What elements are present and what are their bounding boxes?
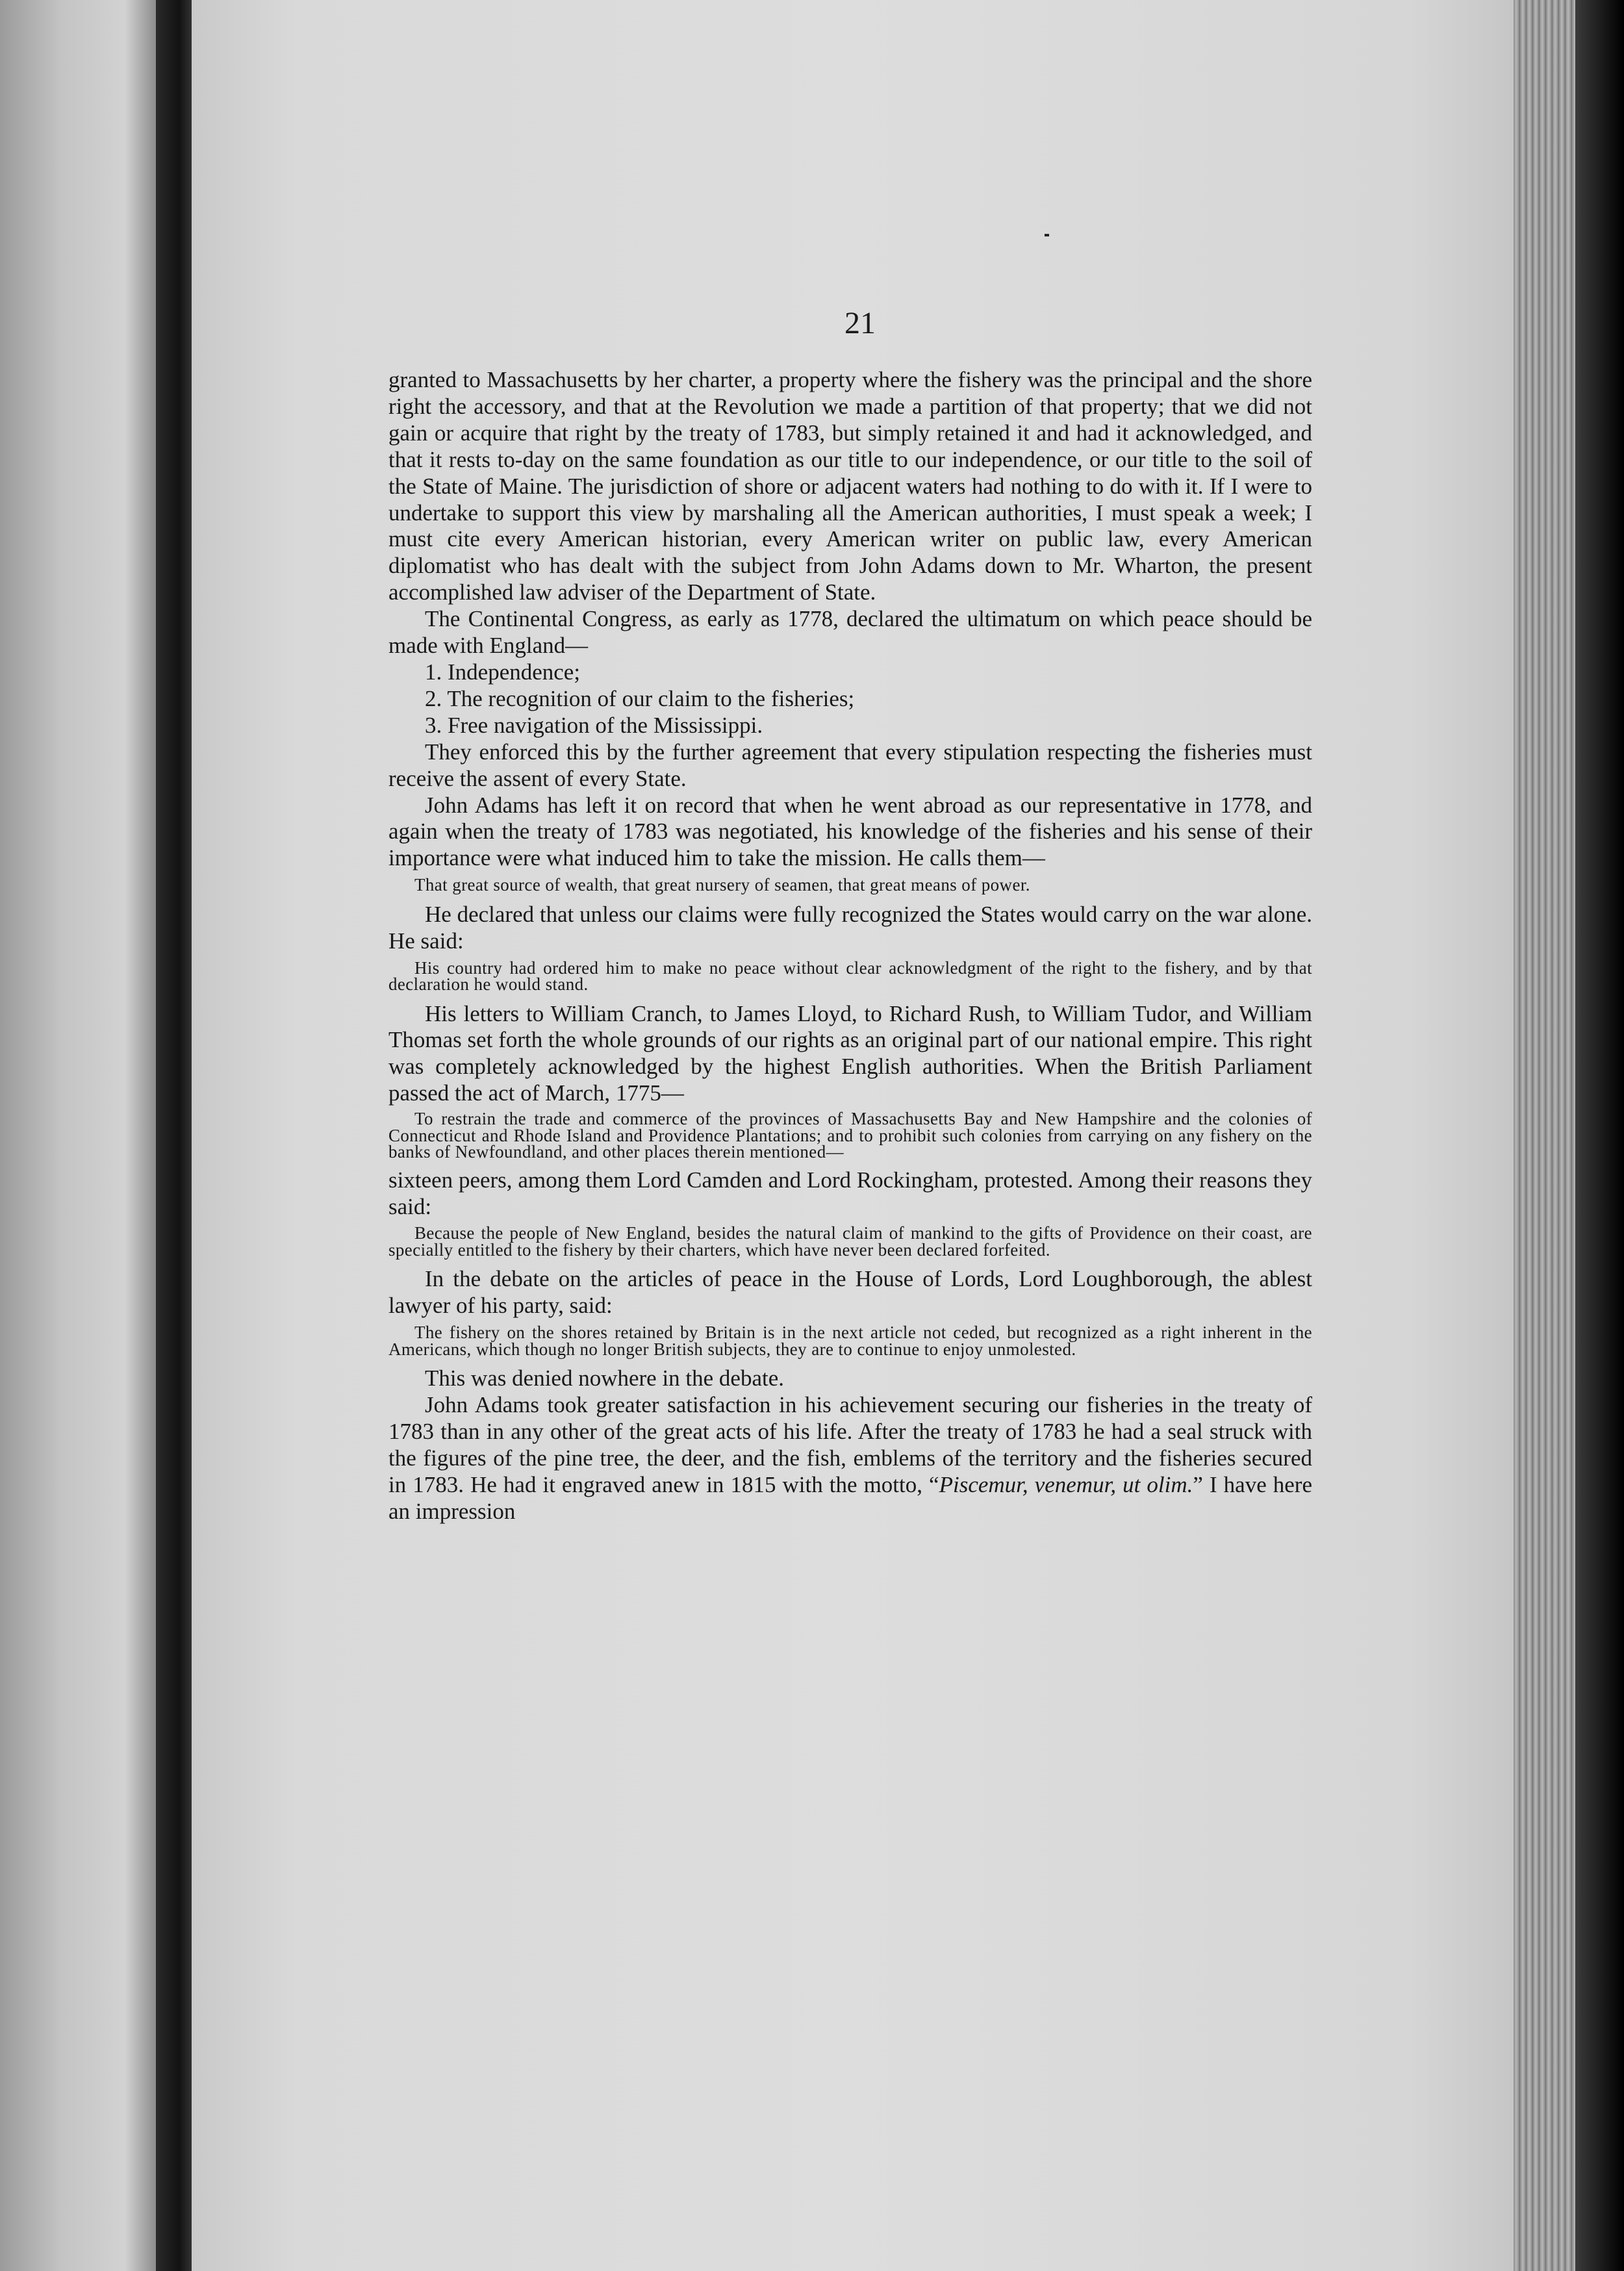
list-item-fisheries: 2. The recognition of our claim to the fisheries; xyxy=(425,685,855,711)
paragraph-continental-congress: The Continental Congress, as early as 1778, declared the ultimatum on which peace should be made with England— xyxy=(388,606,1312,659)
page-edges xyxy=(1514,0,1575,2271)
page-edges-shadow xyxy=(1575,0,1624,2271)
paragraph-john-adams-mission: John Adams has left it on record that when he went abroad as our representative in 1778, and again when the treaty of 1783 was negotiated, his knowledge of the fisheries and his sense of their importance were what induced him to take the mission. He calls them— xyxy=(388,792,1312,871)
list-item-independence: 1. Independence; xyxy=(425,659,581,685)
page-number: 21 xyxy=(844,306,876,340)
ink-speck xyxy=(1045,234,1049,236)
quote-act-of-march-1775: To restrain the trade and commerce of the provinces of Massachusetts Bay and New Hampshire and the colonies of Connecticut and Rhode Island and Providence Plantations; and to prohibit such colonies from carrying on any fishery on the banks of Newfoundland, and other places therein mentioned— xyxy=(388,1109,1312,1162)
latin-motto: Piscemur, venemur, ut olim. xyxy=(939,1471,1193,1497)
paragraph-war-alone: He declared that unless our claims were fully recognized the States would carry on the war alone. He said: xyxy=(388,901,1312,954)
paragraph-sixteen-peers: sixteen peers, among them Lord Camden and Lord Rockingham, protested. Among their reasons they said: xyxy=(388,1167,1312,1219)
facing-page-edge xyxy=(0,0,156,2271)
paragraph-denied-nowhere: This was denied nowhere in the debate. xyxy=(425,1365,785,1391)
quote-fishery-on-shores: The fishery on the shores retained by Britain is in the next article not ceded, but recognized as a right inherent in the Americans, which though no longer British subjects, they are to continue to enjoy unmolested. xyxy=(388,1323,1312,1359)
quote-people-of-new-england: Because the people of New England, besides the natural claim of mankind to the gifts of Providence on their coast, are specially entitled to the fishery by their charters, which have never been declared forfeited. xyxy=(388,1223,1312,1260)
list-item-mississippi: 3. Free navigation of the Mississippi. xyxy=(425,712,763,738)
seal-text-end: ” I have here an impression xyxy=(388,1471,1312,1524)
seal-text-start: John Adams took greater satisfaction in his achievement securing our fisheries in the treaty of 1783 than in any other of the great acts of his life. After the treaty of 1783 he had a seal struck with the figures of the pine tree, the deer, and the fish, emblems of the territory and the fisheries secured in 1783. He had it engraved anew in 1815 with the motto, “ xyxy=(388,1392,1312,1497)
quote-great-source-of-wealth: That great source of wealth, that great nursery of seamen, that great means of power. xyxy=(414,875,1030,895)
paragraph-debate-house-of-lords: In the debate on the articles of peace in the House of Lords, Lord Loughborough, the ablest lawyer of his party, said: xyxy=(388,1266,1312,1319)
quote-country-ordered: His country had ordered him to make no peace without clear acknowledgment of the right to the fishery, and by that declaration he would stand. xyxy=(388,958,1312,995)
book-gutter xyxy=(156,0,195,2271)
paragraph-continued: granted to Massachusetts by her charter, a property where the fishery was the principal and the shore right the accessory, and that at the Revolution we made a partition of that property; that we did not gain or acquire that right by the treaty of 1783, but simply retained it and had it acknowledged, and that it rests to-day on the same foundation as our title to our independence, or our title to the soil of the State of Maine. The jurisdiction of shore or adjacent waters had nothing to do with it. If I were to undertake to support this view by marshaling all the American authorities, I must speak a week; I must cite every American historian, every American writer on public law, every American diplomatist who has dealt with the subject from John Adams down to Mr. Wharton, the present accomplished law adviser of the Department of State. xyxy=(388,367,1312,605)
page-body xyxy=(388,367,1312,1525)
paragraph-enforced: They enforced this by the further agreement that every stipulation respecting the fisheries must receive the assent of every State. xyxy=(388,739,1312,791)
paragraph-seal-motto xyxy=(388,1392,1312,1525)
paragraph-letters: His letters to William Cranch, to James Lloyd, to Richard Rush, to William Tudor, and William Thomas set forth the whole grounds of our rights as an original part of our national empire. This right was completely acknowledged by the highest English authorities. When the British Parliament passed the act of March, 1775— xyxy=(388,1000,1312,1106)
